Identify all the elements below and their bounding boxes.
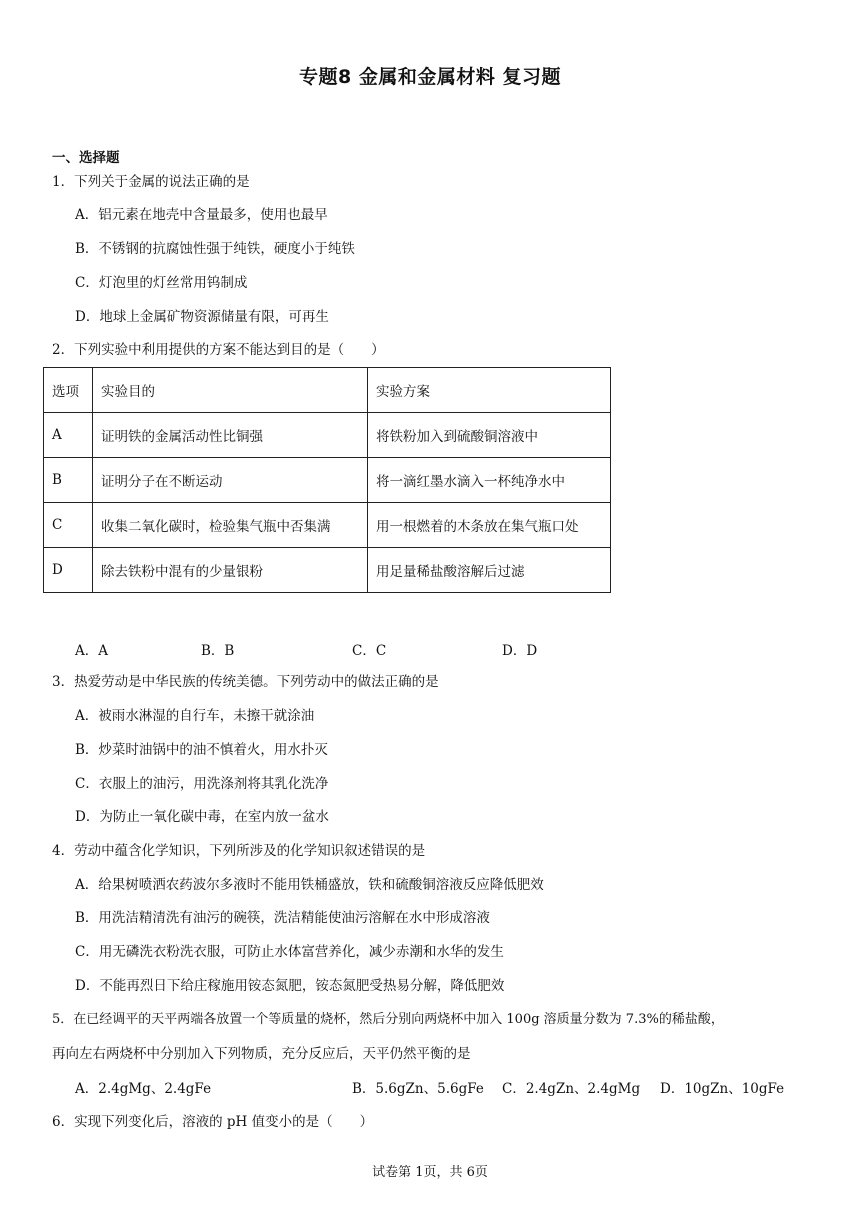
table-cell: 收集二氧化碳时，检验集气瓶中否集满 xyxy=(93,503,368,548)
table-header-cell: 实验方案 xyxy=(368,368,611,413)
question-5-option-d: D．10gZn、10gFe xyxy=(660,1081,785,1097)
question-5-stem-line-1: 5．在已经调平的天平两端各放置一个等质量的烧杯，然后分别向两烧杯中加入 100g 溶质量分数为 7.3%的稀盐酸， xyxy=(52,1012,724,1027)
question-6-stem: 6．实现下列变化后，溶液的 pH 值变小的是（ ） xyxy=(52,1114,374,1130)
question-4-option-d: D．不能再烈日下给庄稼施用铵态氮肥，铵态氮肥受热易分解，降低肥效 xyxy=(75,978,505,994)
question-3-option-c: C．衣服上的油污，用洗涤剂将其乳化洗净 xyxy=(75,776,329,792)
question-1-stem: 1．下列关于金属的说法正确的是 xyxy=(52,174,250,190)
question-2-option-c: C．C xyxy=(352,643,387,659)
question-2-stem: 2．下列实验中利用提供的方案不能达到目的是（ ） xyxy=(52,342,385,358)
table-row xyxy=(44,503,611,548)
table-header-row xyxy=(44,368,611,413)
experiment-table xyxy=(43,367,611,593)
table-cell: D xyxy=(44,548,93,593)
table-header-cell: 选项 xyxy=(44,368,93,413)
table-cell: 将铁粉加入到硫酸铜溶液中 xyxy=(368,413,611,458)
table-cell: 用一根燃着的木条放在集气瓶口处 xyxy=(368,503,611,548)
question-1-option-a: A．铝元素在地壳中含量最多，使用也最早 xyxy=(75,207,328,223)
question-1-option-c: C．灯泡里的灯丝常用钨制成 xyxy=(75,275,248,291)
question-4-option-a: A．给果树喷洒农药波尔多液时不能用铁桶盛放，铁和硫酸铜溶液反应降低肥效 xyxy=(75,877,544,893)
question-1-option-b: B．不锈钢的抗腐蚀性强于纯铁，硬度小于纯铁 xyxy=(75,241,355,257)
table-row xyxy=(44,413,611,458)
question-4-option-c: C．用无磷洗衣粉洗衣服，可防止水体富营养化，减少赤潮和水华的发生 xyxy=(75,944,504,960)
question-2-option-b: B．B xyxy=(201,643,235,659)
table-cell: C xyxy=(44,503,93,548)
table-cell: 除去铁粉中混有的少量银粉 xyxy=(93,548,368,593)
table-cell: 用足量稀盐酸溶解后过滤 xyxy=(368,548,611,593)
table-cell: A xyxy=(44,413,93,458)
table-header-cell: 实验目的 xyxy=(93,368,368,413)
question-3-option-a: A．被雨水淋湿的自行车，未擦干就涂油 xyxy=(75,708,315,724)
table-row xyxy=(44,548,611,593)
question-2-option-a: A．A xyxy=(75,643,108,659)
section-heading: 一、选择题 xyxy=(52,150,120,166)
question-3-option-b: B．炒菜时油锅中的油不慎着火，用水扑灭 xyxy=(75,742,328,758)
page-footer: 试卷第 1页，共 6页 xyxy=(372,1165,488,1180)
table-cell: 将一滴红墨水滴入一杯纯净水中 xyxy=(368,458,611,503)
question-3-stem: 3．热爱劳动是中华民族的传统美德。下列劳动中的做法正确的是 xyxy=(52,674,439,690)
question-1-option-d: D．地球上金属矿物资源储量有限，可再生 xyxy=(75,309,329,325)
table-cell: 证明分子在不断运动 xyxy=(93,458,368,503)
table-cell: 证明铁的金属活动性比铜强 xyxy=(93,413,368,458)
question-5-stem-line-2: 再向左右两烧杯中分别加入下列物质，充分反应后，天平仍然平衡的是 xyxy=(52,1046,471,1062)
question-5-option-c: C．2.4gZn、2.4gMg xyxy=(502,1081,641,1097)
question-3-option-d: D．为防止一氧化碳中毒，在室内放一盆水 xyxy=(75,809,329,825)
question-5-option-b: B．5.6gZn、5.6gFe xyxy=(352,1081,484,1097)
table-cell: B xyxy=(44,458,93,503)
question-4-stem: 4．劳动中蕴含化学知识，下列所涉及的化学知识叙述错误的是 xyxy=(52,843,426,859)
question-4-option-b: B．用洗洁精清洗有油污的碗筷，洗洁精能使油污溶解在水中形成溶液 xyxy=(75,910,490,926)
page-title: 专题8 金属和金属材料 复习题 xyxy=(299,66,561,88)
question-2-option-d: D．D xyxy=(502,643,538,659)
question-5-option-a: A．2.4gMg、2.4gFe xyxy=(75,1081,212,1097)
table-row xyxy=(44,458,611,503)
